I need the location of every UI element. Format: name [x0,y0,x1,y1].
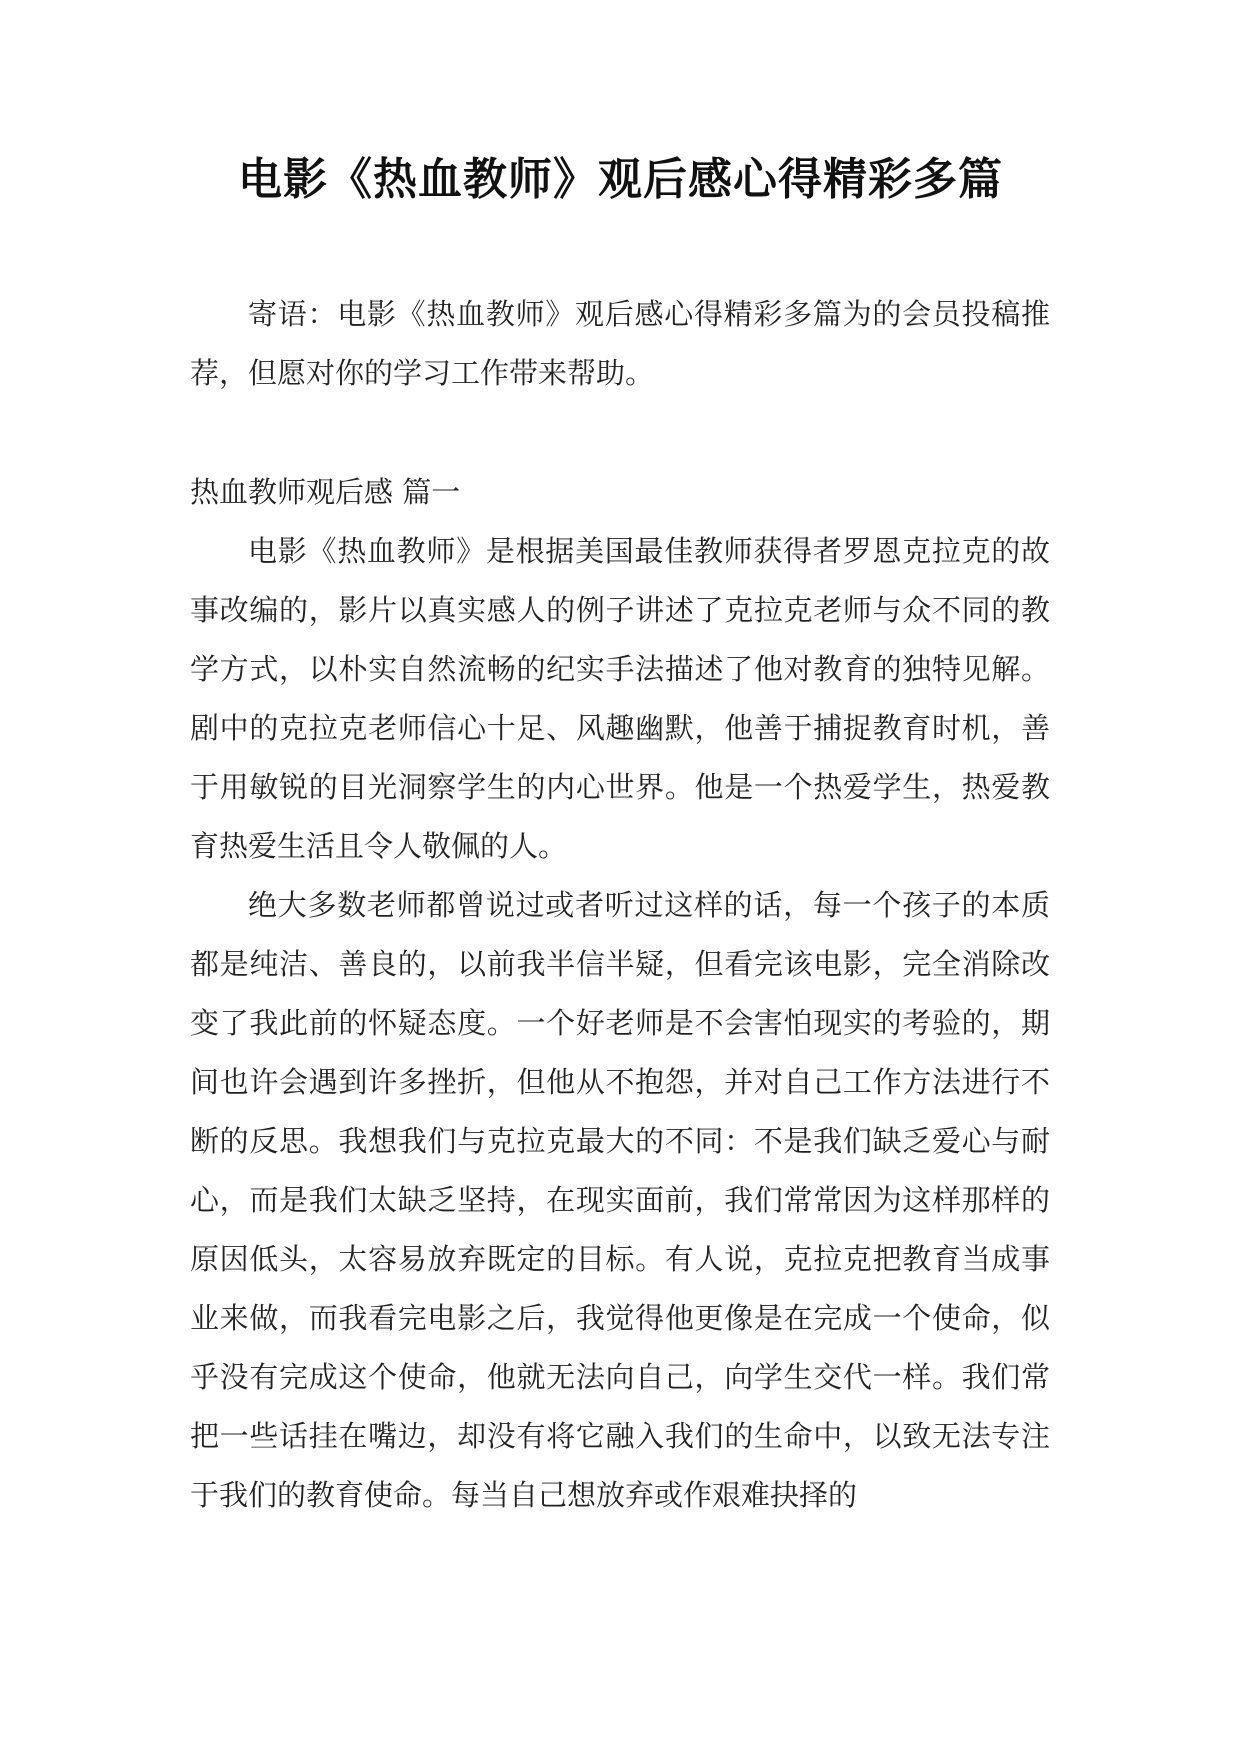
document-title: 电影《热血教师》观后感心得精彩多篇 [238,154,1003,205]
article-body [190,463,1050,1525]
intro-paragraph: 寄语：电影《热血教师》观后感心得精彩多篇为的会员投稿推荐，但愿对你的学习工作带来帮助。 [190,297,1050,390]
body-paragraph-2: 绝大多数老师都曾说过或者听过这样的话，每一个孩子的本质都是纯洁、善良的，以前我半信半疑，但看完该电影，完全消除改变了我此前的怀疑态度。一个好老师是不会害怕现实的考验的，期间也许会遇到许多挫折，但他从不抱怨，并对自己工作方法进行不断的反思。我想我们与克拉克最大的不同：不是我们缺乏爱心与耐心，而是我们太缺乏坚持，在现实面前，我们常常因为这样那样的原因低头，太容易放弃既定的目标。有人说，克拉克把教育当成事业来做，而我看完电影之后，我觉得他更像是在完成一个使命，似乎没有完成这个使命，他就无法向自己，向学生交代一样。我们常把一些话挂在嘴边，却没有将它融入我们的生命中，以致无法专注于我们的教育使命。每当自己想放弃或作艰难抉择的 [190,888,1050,1512]
intro-block [190,285,1050,403]
section-heading: 热血教师观后感 篇一 [190,475,461,509]
body-paragraph-1: 电影《热血教师》是根据美国最佳教师获得者罗恩克拉克的故事改编的，影片以真实感人的例子讲述了克拉克老师与众不同的教学方式，以朴实自然流畅的纪实手法描述了他对教育的独特见解。剧中的克拉克老师信心十足、风趣幽默，他善于捕捉教育时机，善于用敏锐的目光洞察学生的内心世界。他是一个热爱学生，热爱教育热爱生活且令人敬佩的人。 [190,534,1050,863]
